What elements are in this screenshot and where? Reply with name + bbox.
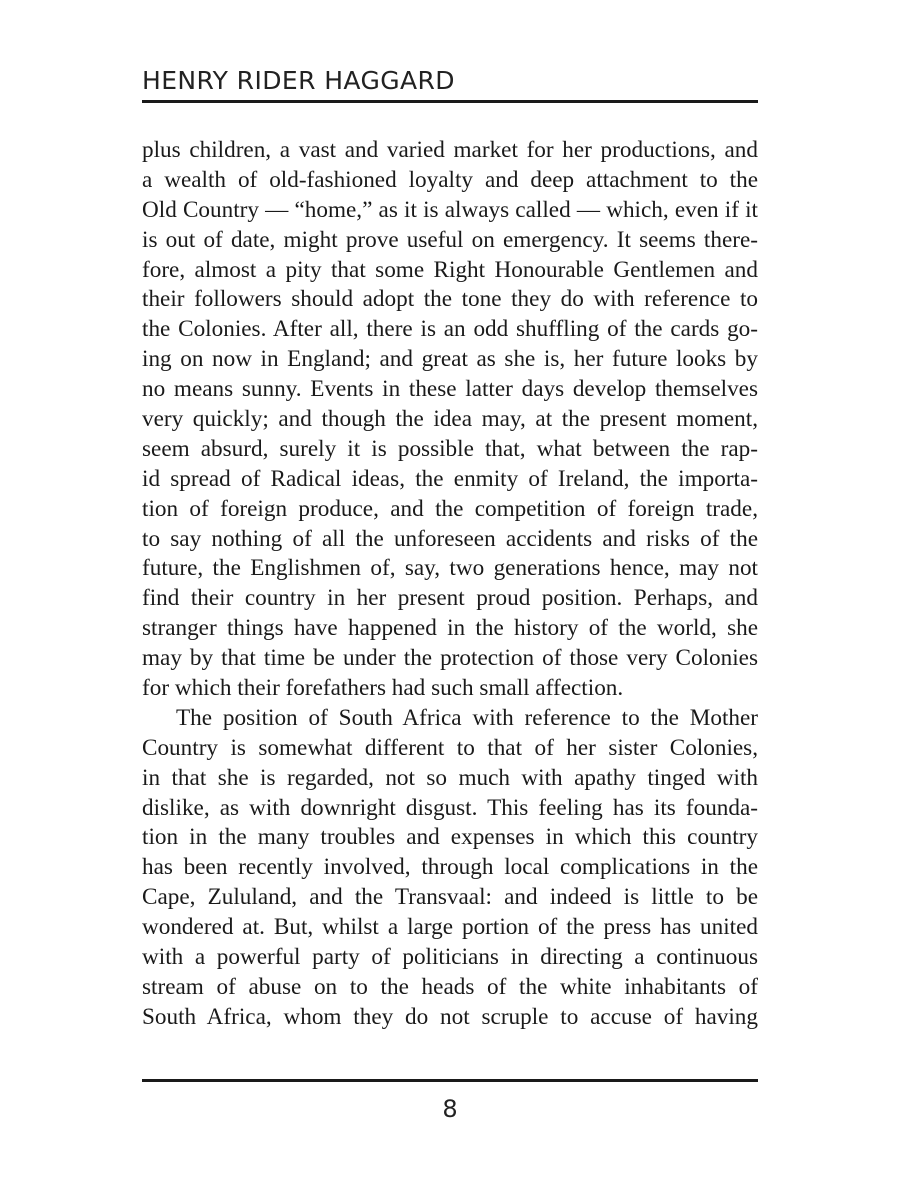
text-line: wondered at. But, whilst a large portion of the press has united <box>142 914 758 941</box>
text-line: no means sunny. Events in these latter days develop themselves <box>142 376 758 403</box>
text-line: fore, almost a pity that some Right Honourable Gentlemen and <box>142 256 758 283</box>
text-line: with a powerful party of politicians in directing a continuous <box>142 944 758 971</box>
running-header: HENRY RIDER HAGGARD <box>142 66 455 95</box>
text-line: is out of date, might prove useful on emergency. It seems there- <box>142 226 758 253</box>
text-line: find their country in her present proud position. Perhaps, and <box>142 585 758 612</box>
text-line: stranger things have happened in the history of the world, she <box>142 615 758 642</box>
text-line: in that she is regarded, not so much with apathy tinged with <box>142 764 758 791</box>
text-line: South Africa, whom they do not scruple to accuse of having <box>142 1003 758 1030</box>
text-line: to say nothing of all the unforeseen accidents and risks of the <box>142 525 758 552</box>
text-line: a wealth of old-fashioned loyalty and deep attachment to the <box>142 166 758 193</box>
text-line: very quickly; and though the idea may, at the present moment, <box>142 406 758 433</box>
header-rule <box>142 100 758 103</box>
text-line: the Colonies. After all, there is an odd shuffling of the cards go- <box>142 316 758 343</box>
text-line: id spread of Radical ideas, the enmity of Ireland, the importa- <box>142 465 758 492</box>
text-line: dislike, as with downright disgust. This feeling has its founda- <box>142 794 758 821</box>
text-line: ing on now in England; and great as she is, her future looks by <box>142 346 758 373</box>
text-line: The position of South Africa with reference to the Mother <box>176 704 758 731</box>
text-line: Country is somewhat different to that of her sister Colonies, <box>142 734 758 761</box>
page-number: 8 <box>442 1095 458 1123</box>
paragraph-1 <box>142 136 758 704</box>
text-line: has been recently involved, through local complications in the <box>142 854 758 881</box>
footer-rule <box>142 1079 758 1082</box>
paragraph-2 <box>142 704 758 1033</box>
text-line: seem absurd, surely it is possible that, what between the rap- <box>142 435 758 462</box>
text-line: tion of foreign produce, and the competition of foreign trade, <box>142 495 758 522</box>
text-line: their followers should adopt the tone they do with reference to <box>142 286 758 313</box>
text-line: Cape, Zululand, and the Transvaal: and indeed is little to be <box>142 884 758 911</box>
text-line: Old Country — “home,” as it is always called — which, even if it <box>142 196 758 223</box>
text-line: may by that time be under the protection of those very Colonies <box>142 645 758 672</box>
text-line: plus children, a vast and varied market for her productions, and <box>142 137 758 163</box>
text-line: stream of abuse on to the heads of the white inhabitants of <box>142 973 758 1000</box>
body-text <box>142 136 758 1033</box>
text-line: tion in the many troubles and expenses in which this country <box>142 824 758 851</box>
text-line: for which their forefathers had such small affection. <box>142 675 624 702</box>
text-line: future, the Englishmen of, say, two generations hence, may not <box>142 555 758 582</box>
